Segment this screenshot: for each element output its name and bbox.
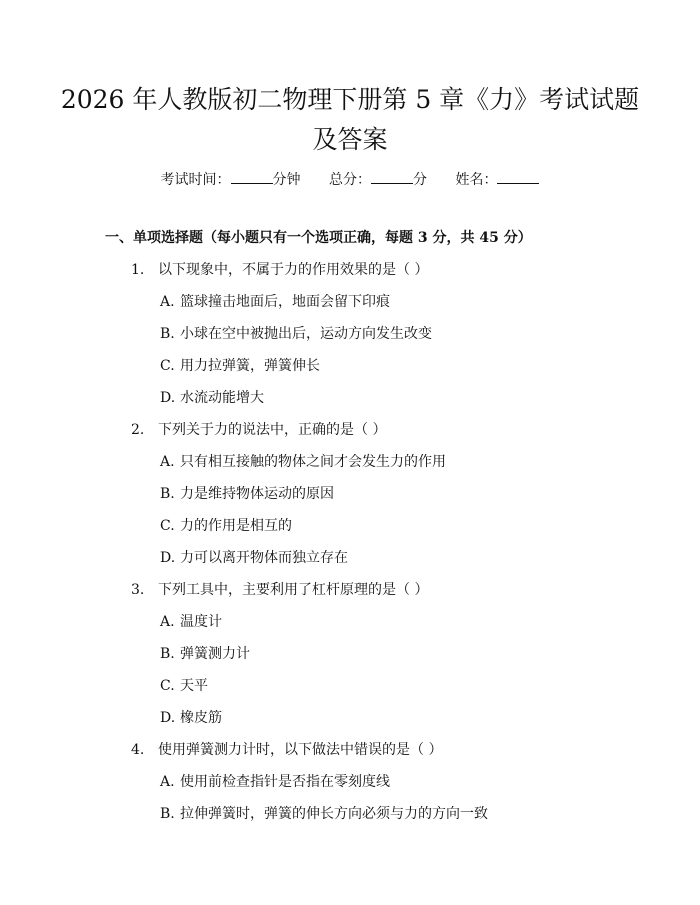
- option-text: 温度计: [180, 614, 222, 630]
- option-letter: B.: [160, 646, 175, 662]
- option-letter: A.: [160, 294, 175, 310]
- question-1-option-a: [160, 292, 390, 312]
- total-score-unit: 分: [413, 172, 427, 188]
- exam-time-field: [161, 172, 305, 188]
- question-number: 4.: [131, 742, 145, 758]
- option-letter: D.: [160, 550, 176, 566]
- option-text: 用力拉弹簧，弹簧伸长: [180, 358, 320, 374]
- option-letter: D.: [160, 710, 176, 726]
- question-2-option-d: [160, 548, 348, 568]
- question-text: 以下现象中，不属于力的作用效果的是（ ）: [158, 262, 429, 278]
- option-letter: C.: [160, 678, 175, 694]
- question-text: 下列工具中，主要利用了杠杆原理的是（ ）: [158, 582, 429, 598]
- question-3-option-a: [160, 612, 222, 632]
- question-2-option-a: [160, 452, 446, 472]
- option-text: 拉伸弹簧时，弹簧的伸长方向必须与力的方向一致: [180, 806, 488, 822]
- question-1-option-c: [160, 356, 320, 376]
- student-name-label: 姓名：: [455, 172, 498, 188]
- exam-time-unit: 分钟: [272, 172, 301, 188]
- option-letter: C.: [160, 518, 175, 534]
- section-heading: 一、单项选择题（每小题只有一个选项正确，每题 3 分，共 45 分）: [105, 230, 532, 246]
- question-3-option-b: [160, 644, 250, 664]
- option-text: 力的作用是相互的: [180, 518, 292, 534]
- option-letter: A.: [160, 454, 175, 470]
- question-1: [131, 260, 428, 280]
- option-letter: D.: [160, 390, 176, 406]
- option-text: 力可以离开物体而独立存在: [180, 550, 348, 566]
- option-text: 弹簧测力计: [180, 646, 250, 662]
- option-text: 小球在空中被抛出后，运动方向发生改变: [180, 326, 432, 342]
- question-1-option-b: [160, 324, 432, 344]
- option-text: 橡皮筋: [180, 710, 222, 726]
- question-4-option-b: [160, 804, 488, 824]
- total-score-blank: [371, 171, 413, 184]
- option-letter: B.: [160, 486, 175, 502]
- question-2-option-c: [160, 516, 292, 536]
- option-text: 只有相互接触的物体之间才会发生力的作用: [180, 454, 446, 470]
- exam-time-blank: [231, 171, 273, 184]
- document-title: 2026 年人教版初二物理下册第 5 章《力》考试试题及答案: [60, 85, 640, 154]
- question-4-option-a: [160, 772, 390, 792]
- option-text: 力是维持物体运动的原因: [180, 486, 334, 502]
- question-number: 1.: [131, 262, 145, 278]
- student-name-blank: [497, 171, 539, 184]
- question-1-option-d: [160, 388, 264, 408]
- question-2-option-b: [160, 484, 334, 504]
- question-number: 2.: [131, 422, 145, 438]
- option-letter: B.: [160, 806, 175, 822]
- exam-meta: [0, 170, 700, 190]
- question-text: 下列关于力的说法中，正确的是（ ）: [158, 422, 387, 438]
- option-letter: B.: [160, 326, 175, 342]
- question-2: [131, 420, 386, 440]
- total-score-field: [329, 172, 431, 188]
- question-number: 3.: [131, 582, 145, 598]
- question-3-option-d: [160, 708, 222, 728]
- option-letter: A.: [160, 614, 175, 630]
- option-letter: C.: [160, 358, 175, 374]
- question-3: [131, 580, 428, 600]
- question-text: 使用弹簧测力计时，以下做法中错误的是（ ）: [158, 742, 443, 758]
- question-3-option-c: [160, 676, 208, 696]
- question-4: [131, 740, 442, 760]
- option-text: 篮球撞击地面后，地面会留下印痕: [180, 294, 390, 310]
- option-text: 使用前检查指针是否指在零刻度线: [180, 774, 390, 790]
- exam-time-label: 考试时间：: [160, 172, 231, 188]
- option-text: 天平: [180, 678, 208, 694]
- option-text: 水流动能增大: [180, 390, 264, 406]
- total-score-label: 总分：: [329, 172, 371, 188]
- option-letter: A.: [160, 774, 175, 790]
- student-name-field: [455, 172, 539, 188]
